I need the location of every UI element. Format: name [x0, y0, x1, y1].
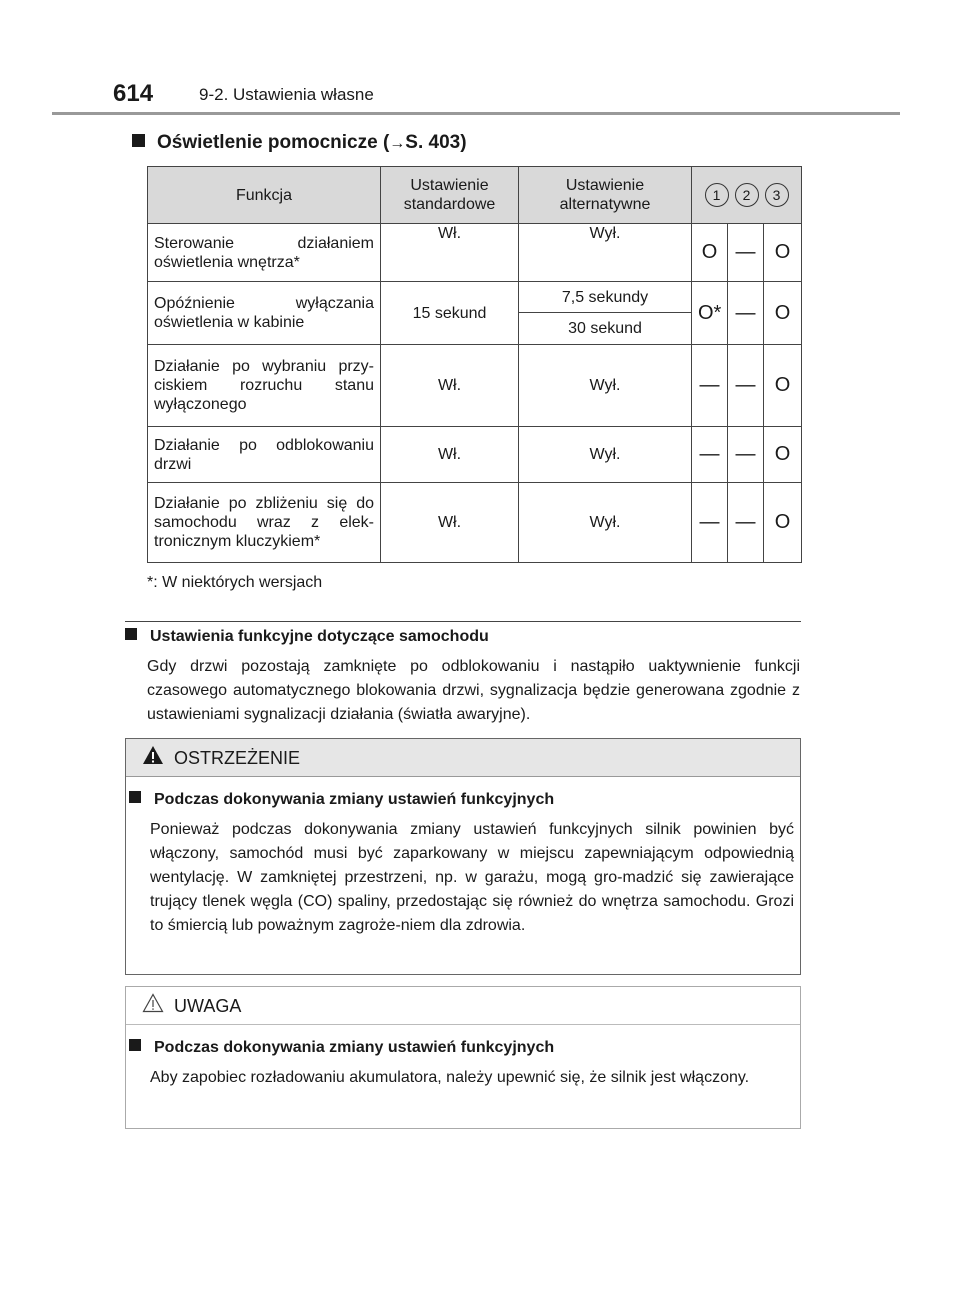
square-bullet-icon — [132, 134, 145, 147]
function-cell: Działanie po wybraniu przy-ciskiem rozruchu stanu wyłączonego — [148, 345, 381, 427]
square-bullet-icon — [125, 628, 137, 640]
method-1-mark: O* — [692, 282, 728, 345]
warning-box — [125, 738, 801, 975]
alternative-cell: 7,5 sekundy — [519, 282, 692, 313]
notice-text: Aby zapobiec rozładowaniu akumulatora, należy upewnić się, że silnik jest włączony. — [150, 1069, 750, 1086]
functional-settings-title: Ustawienia funkcyjne dotyczące samochodu — [125, 627, 489, 647]
alternative-cell: 30 sekund — [519, 313, 692, 345]
warning-header — [126, 739, 800, 777]
alternative-cell: Wył. — [519, 224, 692, 282]
method-2-mark: — — [728, 224, 764, 282]
method-3-mark: O — [764, 224, 802, 282]
header-default: Ustawienie standardowe — [381, 167, 519, 224]
notice-box — [125, 986, 801, 1129]
functional-settings-text: Gdy drzwi pozostają zamknięte po odblokowaniu i nastąpiło uaktywnienie funkcji czasowego automatycznego blokowania drzwi, sygnalizacja będzie generowana zgodnie z ustawieniami sygnalizacji działania (światła awaryjne). — [147, 658, 800, 723]
method-1-mark: — — [692, 427, 728, 483]
default-cell: 15 sekund — [381, 282, 519, 345]
function-cell: Działanie po zbliżeniu się do samochodu wraz z elek-tronicznym kluczykiem* — [148, 483, 381, 563]
circled-number-2-icon: 2 — [735, 183, 759, 207]
default-cell: Wł. — [381, 345, 519, 427]
function-cell: Działanie po odblokowaniu drzwi — [148, 427, 381, 483]
method-1-mark: O — [692, 224, 728, 282]
warning-title: Podczas dokonywania zmiany ustawień funkcyjnych — [129, 790, 554, 810]
circled-number-3-icon: 3 — [765, 183, 789, 207]
warning-triangle-icon — [142, 745, 164, 765]
method-3-mark: O — [764, 483, 802, 563]
function-cell: Opóźnienie wyłączania oświetlenia w kabinie — [148, 282, 381, 345]
header-rule — [52, 112, 900, 115]
circled-number-1-icon: 1 — [705, 183, 729, 207]
notice-label: UWAGA — [174, 996, 242, 1016]
default-cell: Wł. — [381, 483, 519, 563]
square-bullet-icon — [129, 791, 141, 803]
method-1-mark: — — [692, 345, 728, 427]
page-header — [0, 0, 960, 116]
section-title: Oświetlenie pomocnicze (→S. 403) — [132, 131, 467, 156]
arrow-right-icon: → — [389, 135, 406, 152]
method-2-mark: — — [728, 427, 764, 483]
notice-header — [126, 987, 800, 1025]
function-cell: Sterowanie działaniem oświetlenia wnętrza* — [148, 224, 381, 282]
square-bullet-icon — [129, 1039, 141, 1051]
header-alternative: Ustawienie alternatywne — [519, 167, 692, 224]
notice-title: Podczas dokonywania zmiany ustawień funkcyjnych — [129, 1038, 554, 1058]
default-cell: Wł. — [381, 224, 519, 282]
table-header-row — [148, 167, 802, 224]
table-row — [148, 345, 802, 427]
header-customization-methods — [692, 167, 802, 224]
settings-table — [147, 166, 802, 563]
warning-text: Ponieważ podczas dokonywania zmiany ustawień funkcyjnych silnik powinien być włączony, samochód musi być zaparkowany w miejscu zapewniającym odpowiednią wentylację. W zamkniętej przestrzeni, np. w garażu, mogą gro-madzić się zawierające trujący tlenek węgla (CO) spaliny, przedostając się również do wnętrza samochodu. Grozi to śmiercią lub poważnym zagroże-niem dla zdrowia. — [150, 821, 794, 934]
page-number: 614 — [113, 80, 154, 107]
alternative-cell: Wył. — [519, 483, 692, 563]
alternative-cell: Wył. — [519, 427, 692, 483]
table-row — [148, 427, 802, 483]
method-3-mark: O — [764, 282, 802, 345]
section-rule — [125, 621, 801, 622]
method-2-mark: — — [728, 345, 764, 427]
table-footnote: *: W niektórych wersjach — [147, 574, 323, 591]
caution-triangle-icon — [142, 993, 164, 1013]
method-3-mark: O — [764, 427, 802, 483]
warning-label: OSTRZEŻENIE — [174, 748, 301, 768]
method-2-mark: — — [728, 282, 764, 345]
method-1-mark: — — [692, 483, 728, 563]
method-3-mark: O — [764, 345, 802, 427]
method-2-mark: — — [728, 483, 764, 563]
chapter-title: 9-2. Ustawienia własne — [199, 85, 374, 104]
default-cell: Wł. — [381, 427, 519, 483]
header-function: Funkcja — [148, 167, 381, 224]
table-row — [148, 282, 802, 313]
table-row — [148, 483, 802, 563]
alternative-cell: Wył. — [519, 345, 692, 427]
table-row — [148, 224, 802, 282]
